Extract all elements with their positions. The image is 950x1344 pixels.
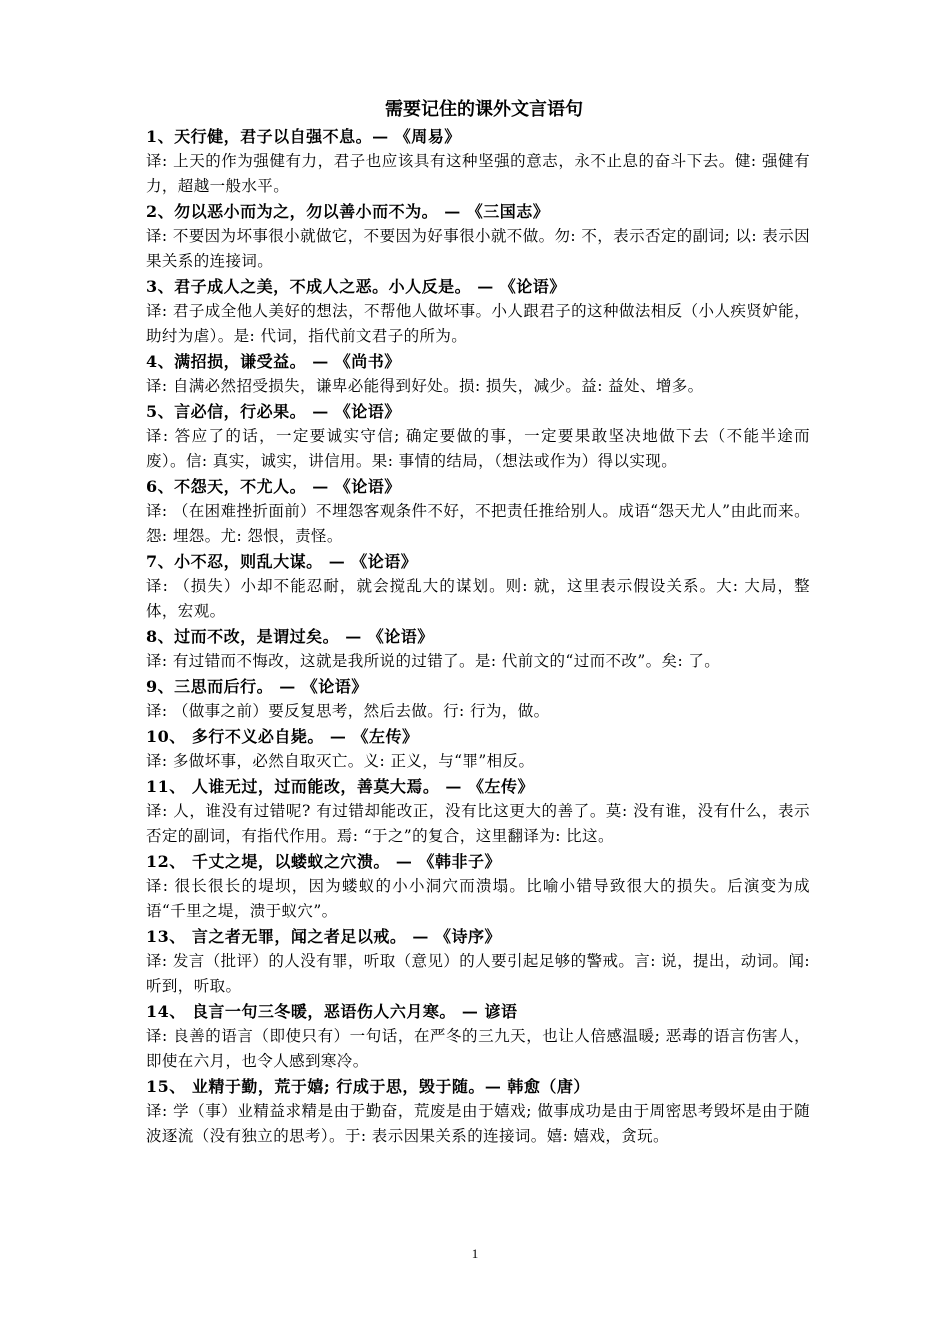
entry-8-heading: 8、过而不改，是谓过矣。 — 《论语》 [146,627,434,646]
entry-4-heading: 4、满招损，谦受益。 — 《尚书》 [146,352,401,371]
entry-9-translation: 译: （做事之前）要反复思考，然后去做。行: 行为，做。 [146,702,550,720]
entry-11-translation: 译: 人，谁没有过错呢? 有过错却能改正，没有比这更大的善了。莫: 没有谁，没有什么，表示否定的副词，有指代作用。焉: “于之”的复合，这里翻译为: 比这。 [146,802,810,845]
entry-14-heading: 14、 良言一句三冬暖，恶语伤人六月寒。 — 谚语 [146,1002,518,1021]
entry-12-heading: 12、 千丈之堤，以蝼蚁之穴溃。 — 《韩非子》 [146,852,501,871]
page-number: 1 [471,1246,479,1261]
document-title: 需要记住的课外文言语句 [385,99,583,120]
entry-14-translation: 译: 良善的语言（即使只有）一句话，在严冬的三九天，也让人倍感温暖; 恶毒的语言伤害人，即使在六月，也令人感到寒冷。 [146,1027,810,1070]
entry-7-translation: 译: （损失）小却不能忍耐，就会搅乱大的谋划。则: 就，这里表示假设关系。大: 大局，整体，宏观。 [146,577,810,620]
entry-13-translation: 译: 发言（批评）的人没有罪，听取（意见）的人要引起足够的警戒。言: 说，提出，动词。闻: 听到，听取。 [146,952,810,995]
entry-15-heading: 15、 业精于勤，荒于嬉; 行成于思，毁于随。— 韩愈（唐） [146,1077,590,1096]
entry-10-heading: 10、 多行不义必自毙。 — 《左传》 [146,727,419,746]
entry-1-heading: 1、天行健，君子以自强不息。— 《周易》 [146,127,461,146]
entry-2-heading: 2、勿以恶小而为之，勿以善小而不为。 — 《三国志》 [146,202,550,221]
entry-5-heading: 5、言必信，行必果。 — 《论语》 [146,402,401,421]
entry-4-translation: 译: 自满必然招受损失，谦卑必能得到好处。损: 损失，减少。益: 益处、增多。 [146,377,704,395]
entry-11-heading: 11、 人谁无过，过而能改，善莫大焉。 — 《左传》 [146,777,534,796]
entry-6-heading: 6、不怨天，不尤人。 — 《论语》 [146,477,401,496]
entry-5-translation: 译: 答应了的话，一定要诚实守信; 确定要做的事，一定要果敢坚决地做下去（不能半途而废）。信: 真实，诚实，讲信用。果: 事情的结局，（想法或作为）得以实现。 [146,427,810,470]
entry-15-translation: 译: 学（事）业精益求精是由于勤奋，荒废是由于嬉戏; 做事成功是由于周密思考毁坏是由于随波逐流（没有独立的思考）。于: 表示因果关系的连接词。嬉: 嬉戏，贪玩。 [146,1102,810,1145]
document-page [146,96,810,1149]
entry-2-translation: 译: 不要因为坏事很小就做它，不要因为好事很小就不做。勿: 不，表示否定的副词; 以: 表示因果关系的连接词。 [146,227,810,270]
entry-12-translation: 译: 很长很长的堤坝，因为蝼蚁的小小洞穴而溃塌。比喻小错导致很大的损失。后演变为成语“千里之堤，溃于蚁穴”。 [146,877,810,920]
entry-7-heading: 7、小不忍，则乱大谋。 — 《论语》 [146,552,418,571]
entry-6-translation: 译: （在困难挫折面前）不埋怨客观条件不好，不把责任推给别人。成语“怨天尤人”由此而来。怨: 埋怨。尤: 怨恨，责怪。 [146,502,810,545]
entry-3-translation: 译: 君子成全他人美好的想法，不帮他人做坏事。小人跟君子的这种做法相反（小人疾贤妒能，助纣为虐）。是: 代词，指代前文君子的所为。 [146,302,810,345]
entry-13-heading: 13、 言之者无罪，闻之者足以戒。 — 《诗序》 [146,927,501,946]
entry-10-translation: 译: 多做坏事，必然自取灭亡。义: 正义，与“罪”相反。 [146,752,535,770]
entry-1-translation: 译: 上天的作为强健有力，君子也应该具有这种坚强的意志，永不止息的奋斗下去。健: 强健有力，超越一般水平。 [146,152,810,195]
entry-9-heading: 9、三思而后行。 — 《论语》 [146,677,368,696]
entry-3-heading: 3、君子成人之美，不成人之恶。小人反是。 — 《论语》 [146,277,566,296]
entry-8-translation: 译: 有过错而不悔改，这就是我所说的过错了。是: 代前文的“过而不改”。矣: 了。 [146,652,721,670]
